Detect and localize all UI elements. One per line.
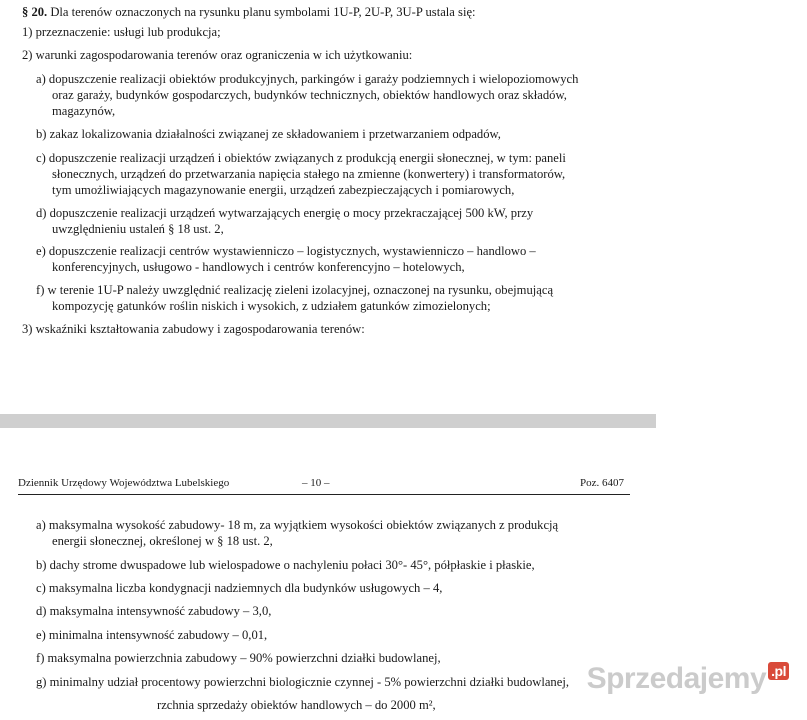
list-item: 1) przeznaczenie: usługi lub produkcja; xyxy=(22,25,221,39)
list-item-continuation: magazynów, xyxy=(52,104,116,118)
page-separator xyxy=(0,414,656,428)
list-item: b) zakaz lokalizowania działalności związanej ze składowaniem i przetwarzaniem odpadów, xyxy=(36,127,501,141)
list-item-continuation: tym umożliwiających magazynowanie energii, urządzeń zabezpieczających i pomiarowych, xyxy=(52,183,515,197)
list-item: 2) warunki zagospodarowania terenów oraz ograniczenia w ich użytkowaniu: xyxy=(22,48,413,62)
list-item: e) dopuszczenie realizacji centrów wystawienniczo – logistycznych, wystawienniczo – handlowo – xyxy=(36,244,536,258)
header-rule xyxy=(18,494,630,495)
list-item: d) maksymalna intensywność zabudowy – 3,0, xyxy=(36,604,272,618)
list-item-continuation: uwzględnieniu ustaleń § 18 ust. 2, xyxy=(52,222,224,236)
list-item-continuation: słonecznych, urządzeń do przetwarzania napięcia stałego na zmienne (konwertery) i transformatorów, xyxy=(52,167,566,181)
list-item-continuation: oraz garaży, budynków gospodarczych, budynków technicznych, obiektów handlowych oraz składów, xyxy=(52,88,567,102)
list-item: e) minimalna intensywność zabudowy – 0,01, xyxy=(36,628,268,642)
section-title-text: Dla terenów oznaczonych na rysunku planu symbolami 1U-P, 2U-P, 3U-P ustala się: xyxy=(47,5,476,19)
list-item: b) dachy strome dwuspadowe lub wielospadowe o nachyleniu połaci 30°- 45°, półpłaskie i płaskie, xyxy=(36,558,535,572)
watermark-text: Sprzedajemy xyxy=(586,662,767,695)
list-item-continuation: kompozycję gatunków roślin niskich i wysokich, z udziałem gatunków zimozielonych; xyxy=(52,299,491,313)
page-number: – 10 – xyxy=(302,477,330,489)
list-item: f) maksymalna powierzchnia zabudowy – 90% powierzchni działki budowlanej, xyxy=(36,651,441,665)
list-item: c) maksymalna liczba kondygnacji nadziemnych dla budynków usługowych – 4, xyxy=(36,581,443,595)
watermark-logo xyxy=(587,662,787,696)
list-item-partial: rzchnia sprzedaży obiektów handlowych – do 2000 m², xyxy=(157,698,436,712)
list-item: d) dopuszczenie realizacji urządzeń wytwarzających energię o mocy przekraczającej 500 kW, przy xyxy=(36,206,534,220)
list-item: f) w terenie 1U-P należy uwzględnić realizację zieleni izolacyjnej, oznaczonej na rysunku, obejmującą xyxy=(36,283,554,297)
list-item: g) minimalny udział procentowy powierzchni biologicznie czynnej - 5% powierzchni działki budowlanej, xyxy=(36,675,569,689)
list-item: a) dopuszczenie realizacji obiektów produkcyjnych, parkingów i garaży podziemnych i wielopoziomowych xyxy=(36,72,579,86)
position-number: Poz. 6407 xyxy=(580,477,624,489)
section-title xyxy=(22,4,476,20)
section-number: § 20. xyxy=(22,5,48,19)
page-separator-gap xyxy=(656,414,807,428)
list-item: a) maksymalna wysokość zabudowy- 18 m, za wyjątkiem wysokości obiektów związanych z produkcją xyxy=(36,518,559,532)
watermark-suffix: .pl xyxy=(768,662,789,680)
list-item-continuation: konferencyjnych, usługowo - handlowych i centrów konferencyjno – hotelowych, xyxy=(52,260,465,274)
list-item: 3) wskaźniki kształtowania zabudowy i zagospodarowania terenów: xyxy=(22,322,365,336)
journal-name: Dziennik Urzędowy Województwa Lubelskiego xyxy=(18,477,230,489)
list-item: c) dopuszczenie realizacji urządzeń i obiektów związanych z produkcją energii słonecznej, w tym: paneli xyxy=(36,151,566,165)
list-item-continuation: energii słonecznej, określonej w § 18 ust. 2, xyxy=(52,534,273,548)
